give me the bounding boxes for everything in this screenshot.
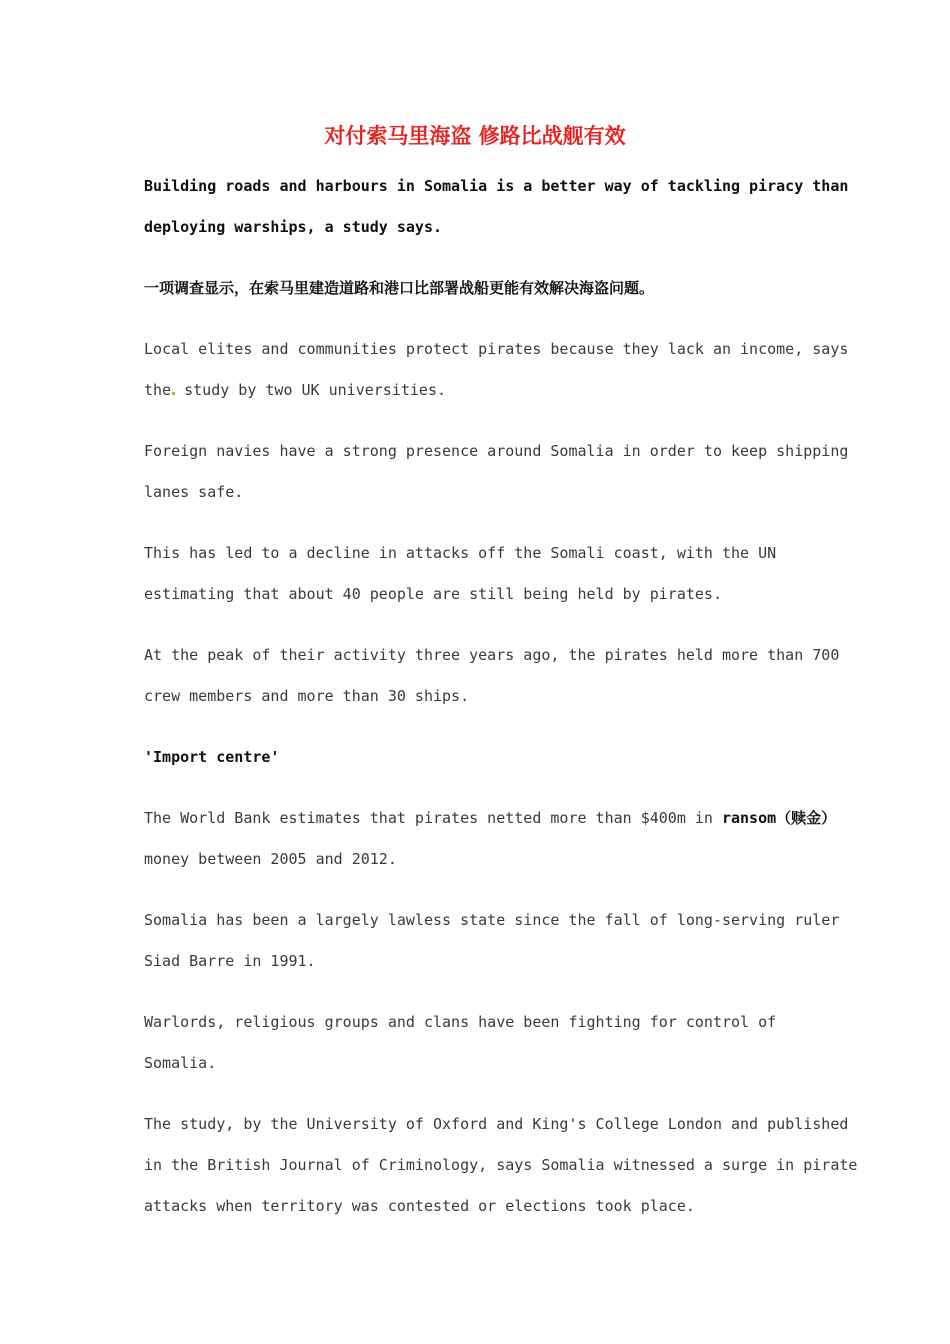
paragraph-study-line-3: attacks when territory was contested or elections took place. [144,1197,695,1215]
paragraph-study-line-1: The study, by the University of Oxford and King's College London and published [144,1115,849,1133]
section-subheading-text: 'Import centre' [144,748,280,766]
paragraph-navies-line-1: Foreign navies have a strong presence around Somalia in order to keep shipping [144,442,849,460]
paragraph-peak-line-1: At the peak of their activity three years ago, the pirates held more than 700 [144,646,840,664]
paragraph-navies-line-2: lanes safe. [144,483,244,501]
paragraph-lawless [144,900,840,982]
document-title: 对付索马里海盗 修路比战舰有效 [324,124,626,148]
paragraph-warlords-line-2: Somalia. [144,1054,217,1072]
paragraph-elites-line-1: Local elites and communities protect pirates because they lack an income, says [144,340,849,358]
lead-english-line-1: Building roads and harbours in Somalia is a better way of tackling piracy than [144,177,849,195]
paragraph-elites-word-the: the [144,381,172,399]
paragraph-peak-line-2: crew members and more than 30 ships. [144,687,470,705]
lead-english-line-2: deploying warships, a study says. [144,218,443,236]
paragraph-decline [144,533,814,615]
section-subheading [144,737,814,778]
paragraph-decline-line-1: This has led to a decline in attacks off the Somali coast, with the UN [144,544,777,562]
paragraph-warlords-line-1: Warlords, religious groups and clans have been fighting for control of [144,1013,777,1031]
paragraph-world-bank-line-2: money between 2005 and 2012. [144,850,397,868]
paragraph-lawless-line-2: Siad Barre in 1991. [144,952,316,970]
paragraph-study [144,1104,858,1227]
lead-chinese-line: 一项调查显示，在索马里建造道路和港口比部署战船更能有效解决海盗问题。 [144,279,655,297]
paragraph-decline-line-2: estimating that about 40 people are still being held by pirates. [144,585,722,603]
paragraph-peak [144,635,840,717]
paragraph-navies [144,431,849,513]
vocab-gloss-ransom: （赎金） [776,809,837,827]
paragraph-study-line-2: in the British Journal of Criminology, says Somalia witnessed a surge in pirate [144,1156,858,1174]
paragraph-world-bank-line-1 [144,798,837,839]
vocab-word-ransom: ransom [721,809,777,827]
lead-chinese [144,268,814,309]
paragraph-lawless-line-1: Somalia has been a largely lawless state since the fall of long-serving ruler [144,911,840,929]
paragraph-elites-line-2 [144,370,814,411]
paragraph-world-bank [144,798,837,880]
paragraph-elites [144,329,849,411]
lead-english [144,166,849,248]
paragraph-world-bank-text: The World Bank estimates that pirates netted more than $400m in [144,809,722,827]
paragraph-warlords [144,1002,814,1084]
paragraph-elites-rest: study by two UK universities. [175,381,447,399]
